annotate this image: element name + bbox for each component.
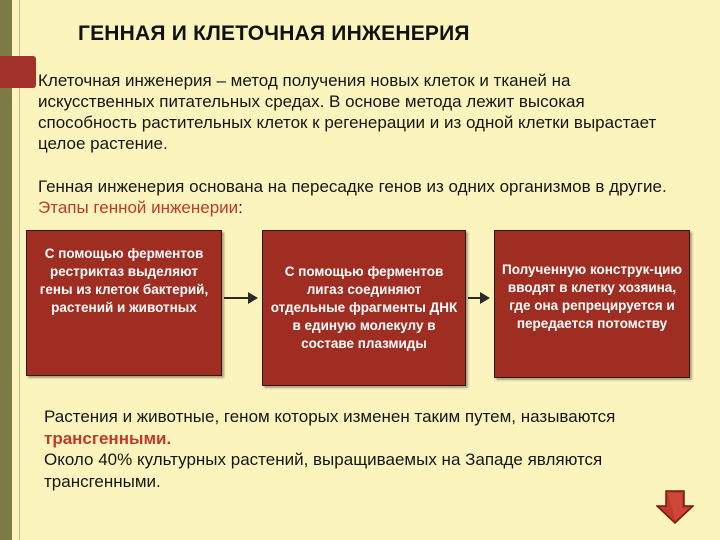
cell-engineering-paragraph: Клеточная инженерия – метод получения новых клеток и тканей на искусственных питательных средах. В основе метода лежит высокая способность растительных клеток к регенерации и из одной клетки вырастает целое растение. bbox=[38, 71, 657, 153]
stages-label: Этапы генной инженерии bbox=[38, 198, 239, 217]
step-box-2 bbox=[262, 230, 466, 386]
gene-engineering-paragraph bbox=[38, 176, 688, 218]
arrow-right-1 bbox=[224, 297, 256, 299]
transgenic-text-2: Около 40% культурных растений, выращиваемых на Западе являются трансгенными. bbox=[44, 450, 603, 491]
transgenic-paragraph bbox=[44, 406, 684, 492]
arrow-right-2 bbox=[468, 297, 488, 299]
transgenic-term: трансгенными. bbox=[44, 428, 172, 448]
slide-title: ГЕННАЯ И КЛЕТОЧНАЯ ИНЖЕНЕРИЯ bbox=[78, 22, 470, 45]
step-box-3 bbox=[494, 230, 690, 378]
gene-engineering-text: Генная инженерия основана на пересадке генов из одних организмов в другие. bbox=[38, 177, 667, 196]
step-1-text: С помощью ферментов рестриктаз выделяют гены из клеток бактерий, растений и животных bbox=[39, 246, 209, 315]
stages-colon: : bbox=[238, 198, 243, 217]
step-box-1 bbox=[26, 230, 222, 376]
step-2-text: С помощью ферментов лигаз соединяют отдельные фрагменты ДНК в единую молекулу в составе плазмиды bbox=[270, 264, 458, 351]
down-arrow-icon[interactable] bbox=[656, 490, 694, 524]
transgenic-text-1: Растения и животные, геном которых изменен таким путем, называются bbox=[44, 407, 616, 426]
step-3-text: Полученную конструк-цию вводят в клетку хозяина, где она репрецируется и передается потомству bbox=[501, 262, 682, 331]
bullet-tag bbox=[0, 56, 36, 88]
